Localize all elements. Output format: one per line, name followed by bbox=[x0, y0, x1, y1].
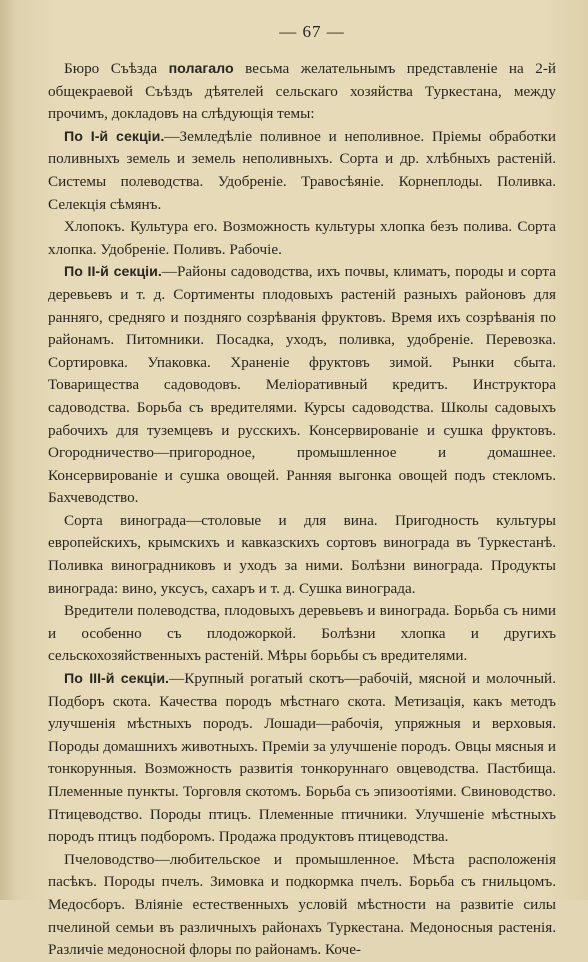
paragraph-pests bbox=[48, 600, 556, 668]
section-3-text: —Крупный рогатый скотъ—рабочій, мясной и молочный. Подборъ скота. Качества породъ мѣстнаго скота. Метизація, какъ методъ улучшенія мѣстныхъ породъ. Лошади—рабочія, упряжныя и верховыя. Породы домашнихъ животныхъ. Преміи за улучшеніе породъ. Овцы мясныя и тонкорунныя. Возможность развитія тонкоруннаго овцеводства. Пастбища. Племенные пункты. Торговля скотомъ. Борьба съ эпизоотіями. Свиноводство. Птицеводство. Породы птицъ. Племенные птичники. Улучшеніе мѣстныхъ породъ птицъ подборомъ. Продажа продуктовъ птицеводства. bbox=[48, 670, 556, 846]
paragraph-intro bbox=[48, 58, 556, 126]
paragraph-cotton bbox=[48, 216, 556, 261]
section-3-heading: По III-й секціи. bbox=[64, 671, 169, 688]
intro-text-start: Бюро Съѣзда bbox=[64, 60, 169, 77]
intro-text: весьма желательнымъ представленіе на 2-й общекраевой Съѣздъ дѣятелей сельскаго хозяйства Туркестана, между прочимъ, докладовъ на слѣдующія темы: bbox=[48, 60, 557, 123]
beekeeping-text: Пчеловодство—любительское и промышленное. Мѣста расположенія пасѣкъ. Породы пчелъ. Зимовка и подкормка пчелъ. Борьба съ гнильцомъ. Медосборъ. Вліяніе естественныхъ условій мѣстности на развитіе силы пчелиной семьи въ различныхъ районахъ Туркестана. Медоносныя растенія. Различіе медоносной флоры по районамъ. Коче- bbox=[48, 850, 556, 959]
section-1-text: —Земледѣліе поливное и неполивное. Пріемы обработки поливныхъ земель и земель неполивныхъ. Сорта и др. хлѣбныхъ растеній. Системы полеводства. Удобреніе. Травосѣяніе. Корнеплоды. Поливка. Селекція сѣмянъ. bbox=[48, 127, 556, 213]
grapes-text: Сорта винограда—столовые и для вина. Пригодность культуры европейскихъ, крымскихъ и кавказскихъ сортовъ винограда въ Туркестанѣ. Поливка виноградниковъ и уходъ за ними. Болѣзни винограда. Продукты винограда: вино, уксусъ, сахаръ и т. д. Сушка винограда. bbox=[48, 511, 556, 597]
paragraph-section-2 bbox=[48, 261, 556, 510]
paragraph-section-3 bbox=[48, 668, 556, 849]
section-2-heading: По II-й секціи. bbox=[64, 264, 162, 281]
section-1-heading: По I-й секціи. bbox=[64, 128, 165, 145]
pests-text: Вредители полеводства, плодовыхъ деревьевъ и винограда. Борьба съ ними и особенно съ плодожоркой. Болѣзни хлопка и другихъ сельскохозяйственныхъ растеній. Мѣры борьбы съ вредителями. bbox=[48, 602, 556, 665]
cotton-text: Хлопокъ. Культура его. Возможность культуры хлопка безъ полива. Сорта хлопка. Удобреніе. Поливъ. Рабочіе. bbox=[48, 218, 556, 258]
page-number: — 67 — bbox=[279, 22, 345, 41]
paragraph-section-1 bbox=[48, 126, 556, 216]
page-body bbox=[48, 58, 556, 962]
emphasized-word: полагало bbox=[168, 61, 234, 77]
paragraph-grapes bbox=[48, 510, 556, 600]
section-2-text: —Районы садоводства, ихъ почвы, климатъ, породы и сорта деревьевъ и т. д. Сортименты плодовыхъ растеній разныхъ районовъ для ранняго, средняго и поздняго созрѣванія фруктовъ. Время ихъ созрѣванія по районамъ. Питомники. Посадка, уходъ, поливка, удобреніе. Перевозка. Сортировка. Упаковка. Храненіе фруктовъ зимой. Рынки сбыта. Товарищества садоводовъ. Меліоративный кредитъ. Инструктора садоводства. Борьба съ вредителями. Курсы садоводства. Школы садовыхъ рабочихъ для туземцевъ и русскихъ. Консервированіе и сушка фруктовъ. Огородничество—пригородное, промышленное и домашнее. Консервированіе и сушка овощей. Ранняя выгонка овощей подъ стекломъ. Бахчеводство. bbox=[48, 263, 556, 507]
paragraph-beekeeping bbox=[48, 849, 556, 962]
